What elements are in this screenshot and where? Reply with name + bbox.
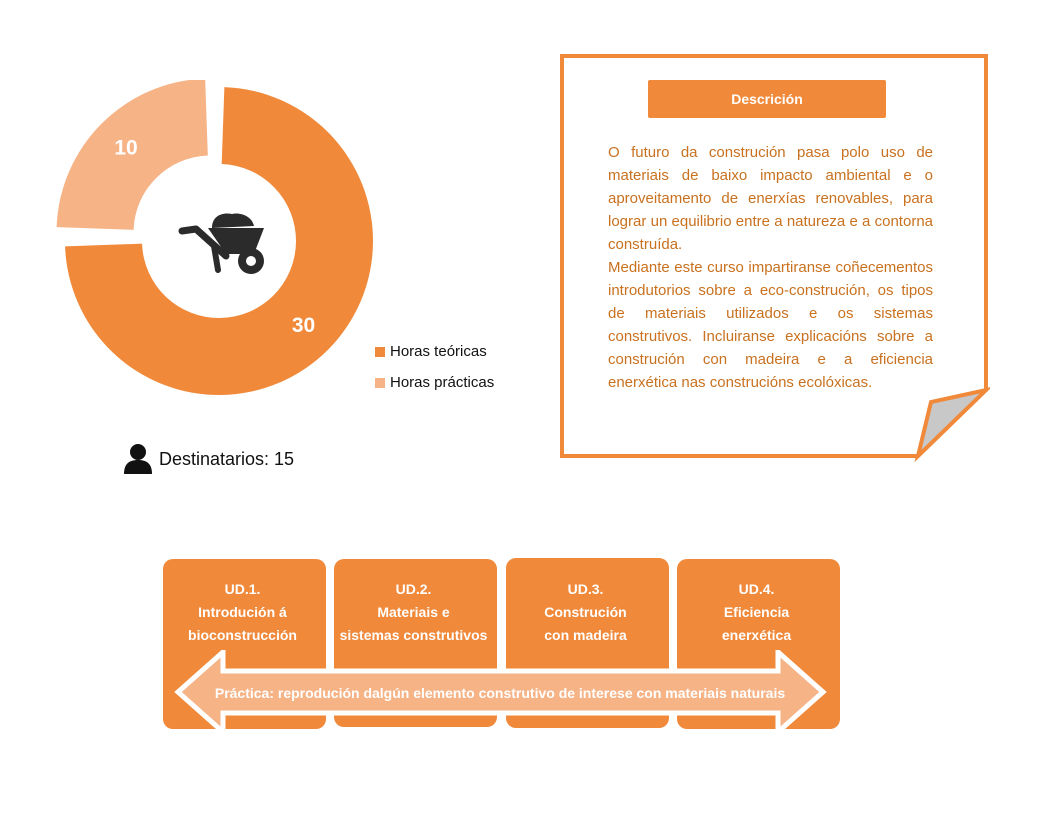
unit-text-ud3 [504,578,667,647]
unit-code: UD.1. [224,581,261,597]
slice-value-label: 10 [114,136,138,160]
unit-text-ud4 [675,578,838,647]
unit-title-line: Introdución á [198,604,287,620]
legend-swatch [375,378,385,388]
unit-text-ud2 [332,578,495,647]
unit-code: UD.3. [567,581,604,597]
wheelbarrow-icon [182,214,264,275]
unit-title-line: bioconstrucción [188,627,297,643]
unit-title-line: Materiais e [377,604,450,620]
description-paragraph: O futuro da construción pasa polo uso de materiais de baixo impacto ambiental e o aproveitamento de enerxías renovables, para lograr un equilibrio entre a natureza e a contorna construída. [608,144,933,253]
destinatarios [123,443,294,475]
destinatarios-label: Destinatarios: 15 [159,448,295,469]
unit-code: UD.4. [738,581,775,597]
unit-title-line: sistemas construtivos [339,627,488,643]
user-icon [123,443,153,475]
unit-title-line: Eficiencia [723,604,790,620]
legend-item-horas-teoricas [375,343,487,360]
legend-swatch [375,347,385,357]
legend-label: Horas teóricas [390,343,487,360]
unit-code: UD.2. [395,581,432,597]
unit-title-line: con madeira [544,627,627,643]
description-paragraph: Mediante este curso impartiranse coñecementos introdutorios sobre a eco-construción, os tipos de materiais utilizados e os sistemas construtivos. Incluiranse explicacións sobre a construción con madeira e a eficiencia enerxética nas construcións ecolóxicas. [608,259,933,391]
unit-text-ud1 [161,578,324,647]
slice-value-label: 30 [291,313,316,337]
legend-item-horas-practicas [375,374,494,391]
unit-title-line: enerxética [721,627,792,643]
description-title: Descrición [648,80,886,118]
donut-chart [40,80,400,410]
legend-label: Horas prácticas [390,374,495,391]
unit-title-line: Construción [544,604,627,620]
practice-label: Práctica: reprodución dalgún elemento construtivo de interese con materiais naturais [214,685,786,701]
